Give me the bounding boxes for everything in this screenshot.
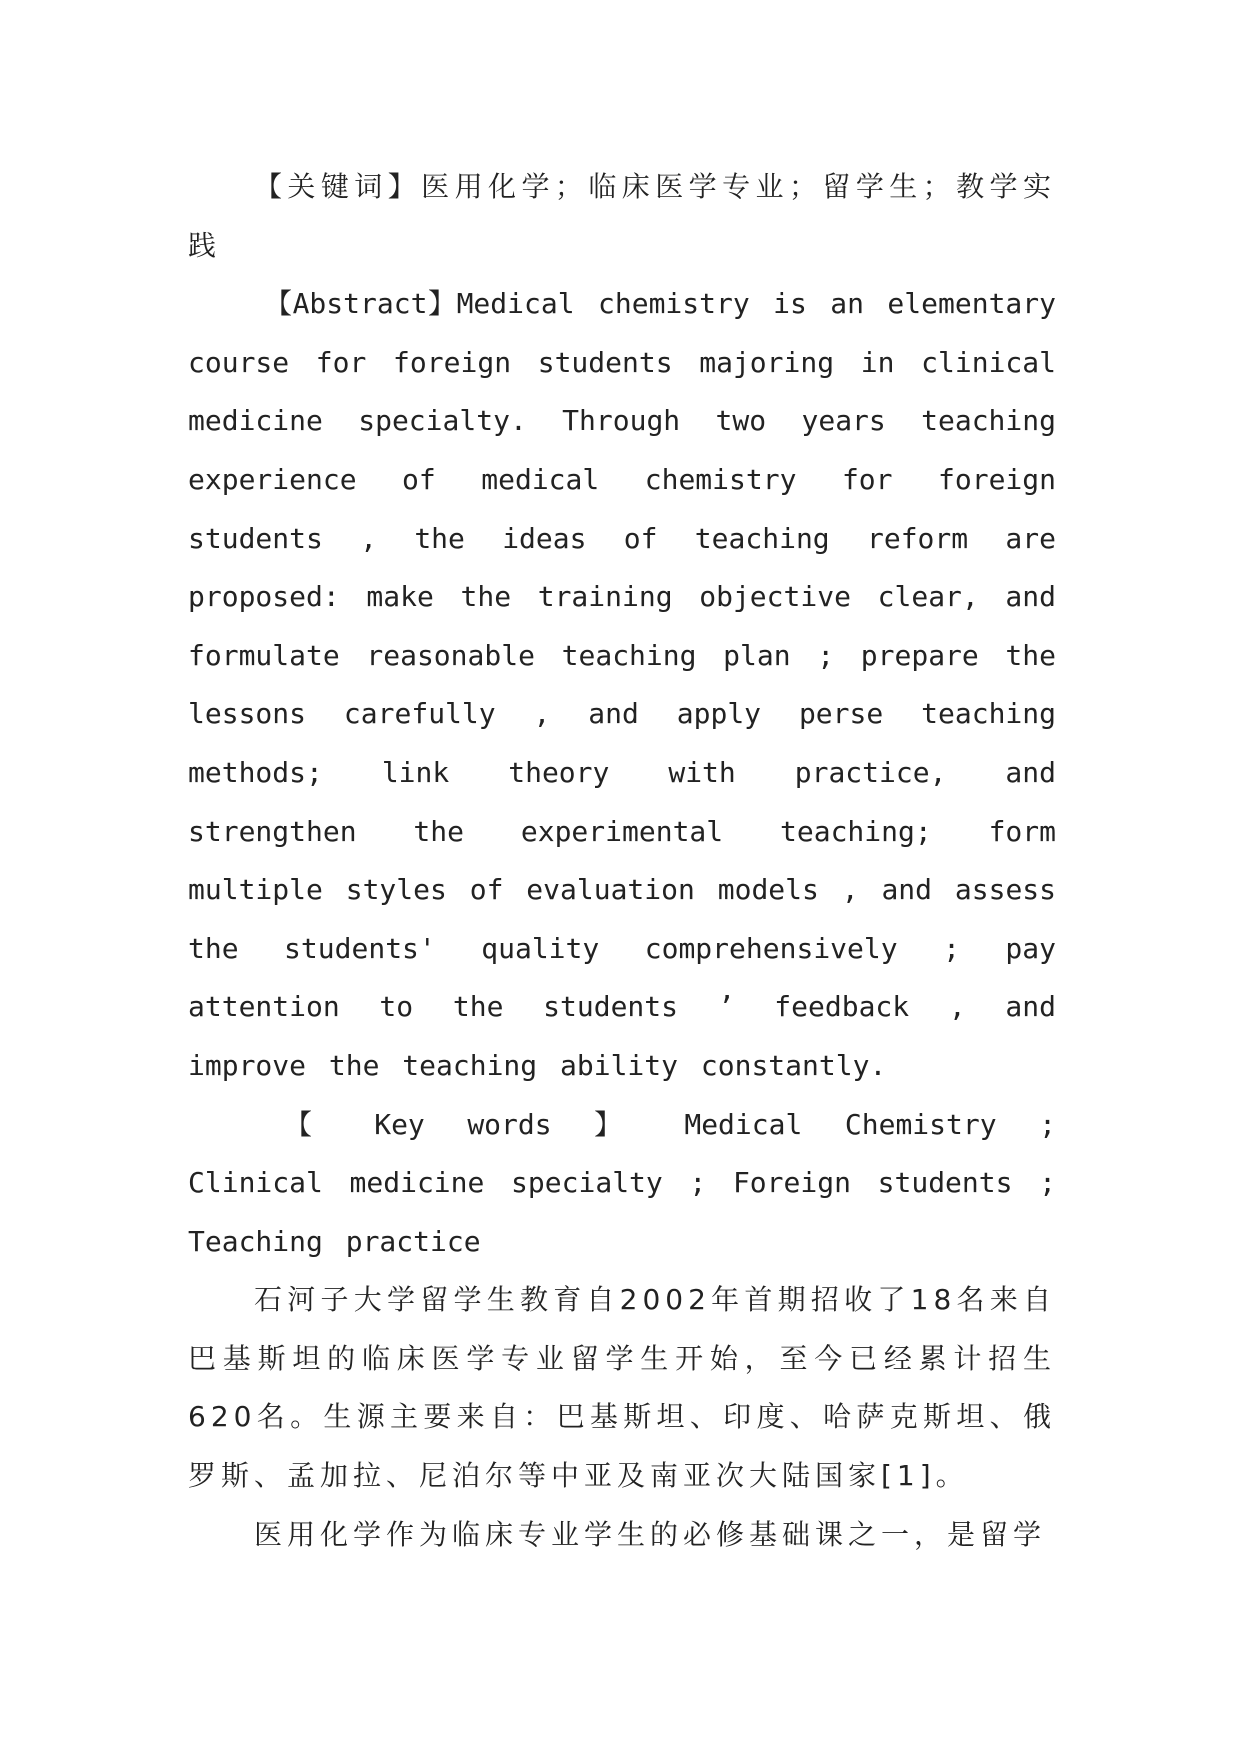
keywords-cn: 【关键词】医用化学；临床医学专业；留学生；教学实践 bbox=[188, 170, 1056, 262]
abstract-en: 【Abstract】Medical chemistry is an elementary course for foreign students majoring in clinical medicine specialty. Through two years teaching experience of medical chemistry for foreign students , the ideas of teaching reform are proposed: make the training objective clear, and formulate reasonable teaching plan ; prepare the lessons carefully , and apply perse teaching methods; link theory with practice, and strengthen the experimental teaching; form multiple styles of evaluation models , and assess the students' quality comprehensively ; pay attention to the students ’ feedback , and improve the teaching ability constantly. bbox=[188, 287, 1057, 1082]
body-paragraph-1: 石河子大学留学生教育自2002年首期招收了18名来自巴基斯坦的临床医学专业留学生开始，至今已经累计招生620名。生源主要来自：巴基斯坦、印度、哈萨克斯坦、俄罗斯、孟加拉、尼泊尔等中亚及南亚次大陆国家[1]。 bbox=[188, 1283, 1056, 1493]
document-page bbox=[188, 158, 1056, 1564]
body-paragraph-2: 医用化学作为临床专业学生的必修基础课之一，是留学 bbox=[254, 1517, 1047, 1551]
keywords-en: 【 Key words 】 Medical Chemistry ; Clinical medicine specialty ; Foreign students ; Teaching practice bbox=[188, 1107, 1056, 1258]
